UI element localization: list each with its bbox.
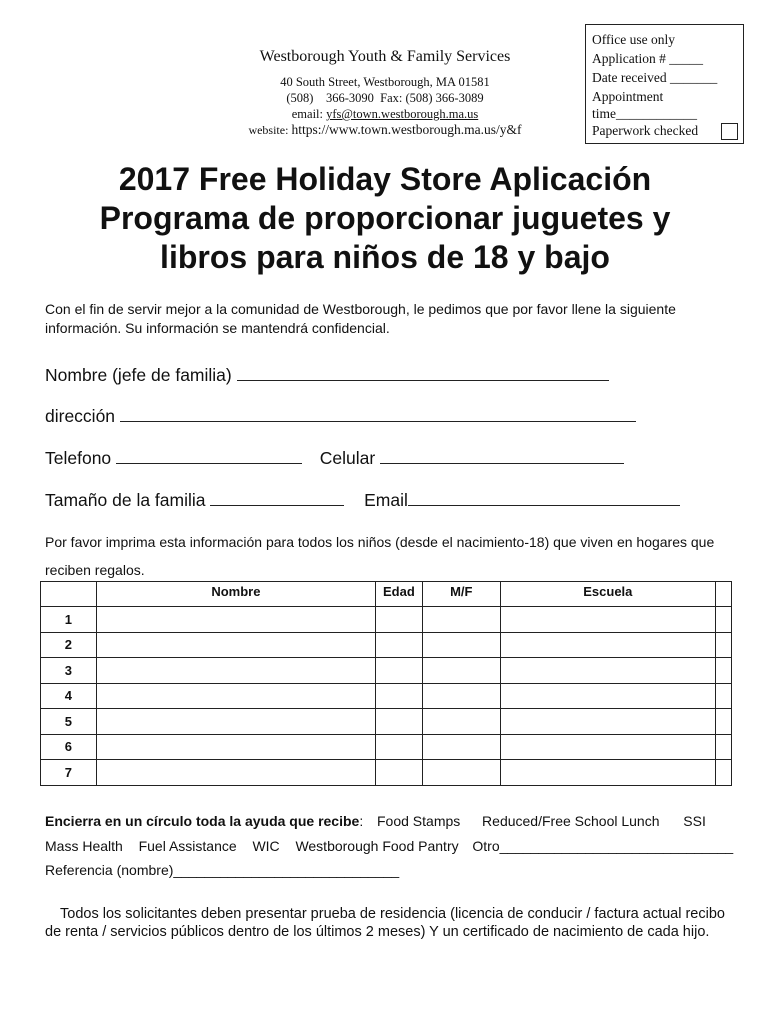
website-label: website: — [248, 123, 292, 137]
assistance-row-2 — [45, 838, 733, 854]
address-row — [45, 405, 636, 427]
email-link[interactable]: yfs@town.westborough.ma.us — [326, 107, 479, 121]
head-of-family-input[interactable] — [237, 364, 609, 381]
extra-cell — [716, 709, 732, 735]
table-row — [41, 607, 732, 633]
address-label: dirección — [45, 406, 120, 426]
name-cell[interactable] — [96, 658, 375, 684]
paperwork-checkbox[interactable] — [721, 123, 738, 140]
children-instructions: Por favor imprima esta información para todos los niños (desde el nacimiento-18) que viven en hogares que reciben regalos. — [45, 534, 715, 578]
family-size-input[interactable] — [210, 489, 344, 506]
option-other[interactable]: Otro______________________________ — [472, 838, 734, 854]
sex-cell[interactable] — [422, 734, 500, 760]
head-of-family-label: Nombre (jefe de familia) — [45, 365, 237, 385]
appointment-label: Appointment — [592, 89, 664, 104]
org-email — [175, 106, 595, 122]
table-row — [41, 658, 732, 684]
school-cell[interactable] — [500, 658, 715, 684]
organization-header — [175, 48, 595, 138]
option-fuel-assistance[interactable]: Fuel Assistance — [138, 838, 237, 854]
table-header-row — [41, 582, 732, 607]
table-row — [41, 709, 732, 735]
header-extra — [716, 582, 732, 607]
sex-cell[interactable] — [422, 683, 500, 709]
age-cell[interactable] — [375, 683, 422, 709]
application-number-field: Application # _____ — [592, 51, 703, 66]
email-input[interactable] — [408, 489, 680, 506]
org-website — [175, 122, 595, 138]
school-cell[interactable] — [500, 683, 715, 709]
referral-field[interactable]: Referencia (nombre)_____________________________ — [45, 862, 400, 878]
head-of-family-row — [45, 364, 609, 386]
name-cell[interactable] — [96, 734, 375, 760]
paperwork-checked-label: Paperwork checked — [592, 123, 699, 138]
email-label: email: — [291, 107, 327, 121]
row-number: 5 — [41, 709, 97, 735]
school-cell[interactable] — [500, 734, 715, 760]
org-name: Westborough Youth & Family Services — [259, 48, 511, 65]
header-name: Nombre — [96, 582, 375, 607]
option-wic[interactable]: WIC — [252, 838, 280, 854]
title-line-2: Programa de proporcionar juguetes y — [99, 200, 671, 236]
row-number: 2 — [41, 632, 97, 658]
age-cell[interactable] — [375, 632, 422, 658]
school-cell[interactable] — [500, 632, 715, 658]
family-size-label: Tamaño de la familia — [45, 490, 211, 510]
sex-cell[interactable] — [422, 658, 500, 684]
sex-cell[interactable] — [422, 607, 500, 633]
option-ssi[interactable]: SSI — [683, 813, 706, 829]
org-phone: (508) 366-3090 Fax: (508) 366-3089 — [286, 91, 484, 105]
age-cell[interactable] — [375, 734, 422, 760]
extra-cell — [716, 658, 732, 684]
name-cell[interactable] — [96, 760, 375, 786]
name-cell[interactable] — [96, 632, 375, 658]
title-line-3: libros para niños de 18 y bajo — [160, 239, 610, 275]
option-school-lunch[interactable]: Reduced/Free School Lunch — [482, 813, 660, 829]
assistance-colon: : — [359, 813, 364, 829]
school-cell[interactable] — [500, 709, 715, 735]
cell-input[interactable] — [380, 447, 624, 464]
header-school: Escuela — [500, 582, 715, 607]
table-row — [41, 760, 732, 786]
option-mass-health[interactable]: Mass Health — [45, 838, 123, 854]
name-cell[interactable] — [96, 607, 375, 633]
name-cell[interactable] — [96, 709, 375, 735]
footer-note: Todos los solicitantes deben presentar prueba de residencia (licencia de conducir / factura actual recibo de renta / servicios públicos dentro de los últimos 2 meses) Y un certificado de nacimiento de cada hijo. — [45, 906, 725, 940]
extra-cell — [716, 607, 732, 633]
sex-cell[interactable] — [422, 709, 500, 735]
header-age: Edad — [375, 582, 422, 607]
extra-cell — [716, 760, 732, 786]
header-sex: M/F — [422, 582, 500, 607]
row-number: 3 — [41, 658, 97, 684]
assistance-label: Encierra en un círculo toda la ayuda que recibe — [45, 813, 360, 829]
family-size-row — [45, 489, 680, 511]
website-url: https://www.town.westborough.ma.us/y&f — [291, 122, 522, 137]
row-number: 7 — [41, 760, 97, 786]
option-food-stamps[interactable]: Food Stamps — [377, 813, 461, 829]
sex-cell[interactable] — [422, 760, 500, 786]
row-number: 1 — [41, 607, 97, 633]
email-field-label: Email — [364, 490, 408, 510]
extra-cell — [716, 734, 732, 760]
cell-label: Celular — [319, 448, 381, 468]
title-line-1: 2017 Free Holiday Store Aplicación — [118, 161, 652, 197]
school-cell[interactable] — [500, 760, 715, 786]
address-input[interactable] — [120, 405, 636, 422]
assistance-row-1 — [45, 813, 706, 829]
page-title — [0, 160, 770, 277]
extra-cell — [716, 632, 732, 658]
org-address: 40 South Street, Westborough, MA 01581 — [280, 75, 490, 89]
age-cell[interactable] — [375, 709, 422, 735]
office-use-box — [585, 24, 744, 144]
phone-input[interactable] — [116, 447, 302, 464]
sex-cell[interactable] — [422, 632, 500, 658]
table-row — [41, 683, 732, 709]
phone-row — [45, 447, 624, 469]
date-received-field: Date received _______ — [592, 70, 718, 85]
header-number — [41, 582, 97, 607]
table-row — [41, 632, 732, 658]
extra-cell — [716, 683, 732, 709]
name-cell[interactable] — [96, 683, 375, 709]
row-number: 6 — [41, 734, 97, 760]
row-number: 4 — [41, 683, 97, 709]
option-food-pantry[interactable]: Westborough Food Pantry — [295, 838, 459, 854]
age-cell[interactable] — [375, 658, 422, 684]
phone-label: Telefono — [45, 448, 117, 468]
table-row — [41, 734, 732, 760]
school-cell[interactable] — [500, 607, 715, 633]
age-cell[interactable] — [375, 760, 422, 786]
children-table — [40, 581, 732, 786]
intro-paragraph: Con el fin de servir mejor a la comunidad de Westborough, le pedimos que por favor llene la siguiente información. Su información se mantendrá confidencial. — [45, 301, 676, 336]
appointment-time-field: time____________ — [592, 106, 697, 121]
office-use-title: Office use only — [592, 32, 675, 47]
age-cell[interactable] — [375, 607, 422, 633]
